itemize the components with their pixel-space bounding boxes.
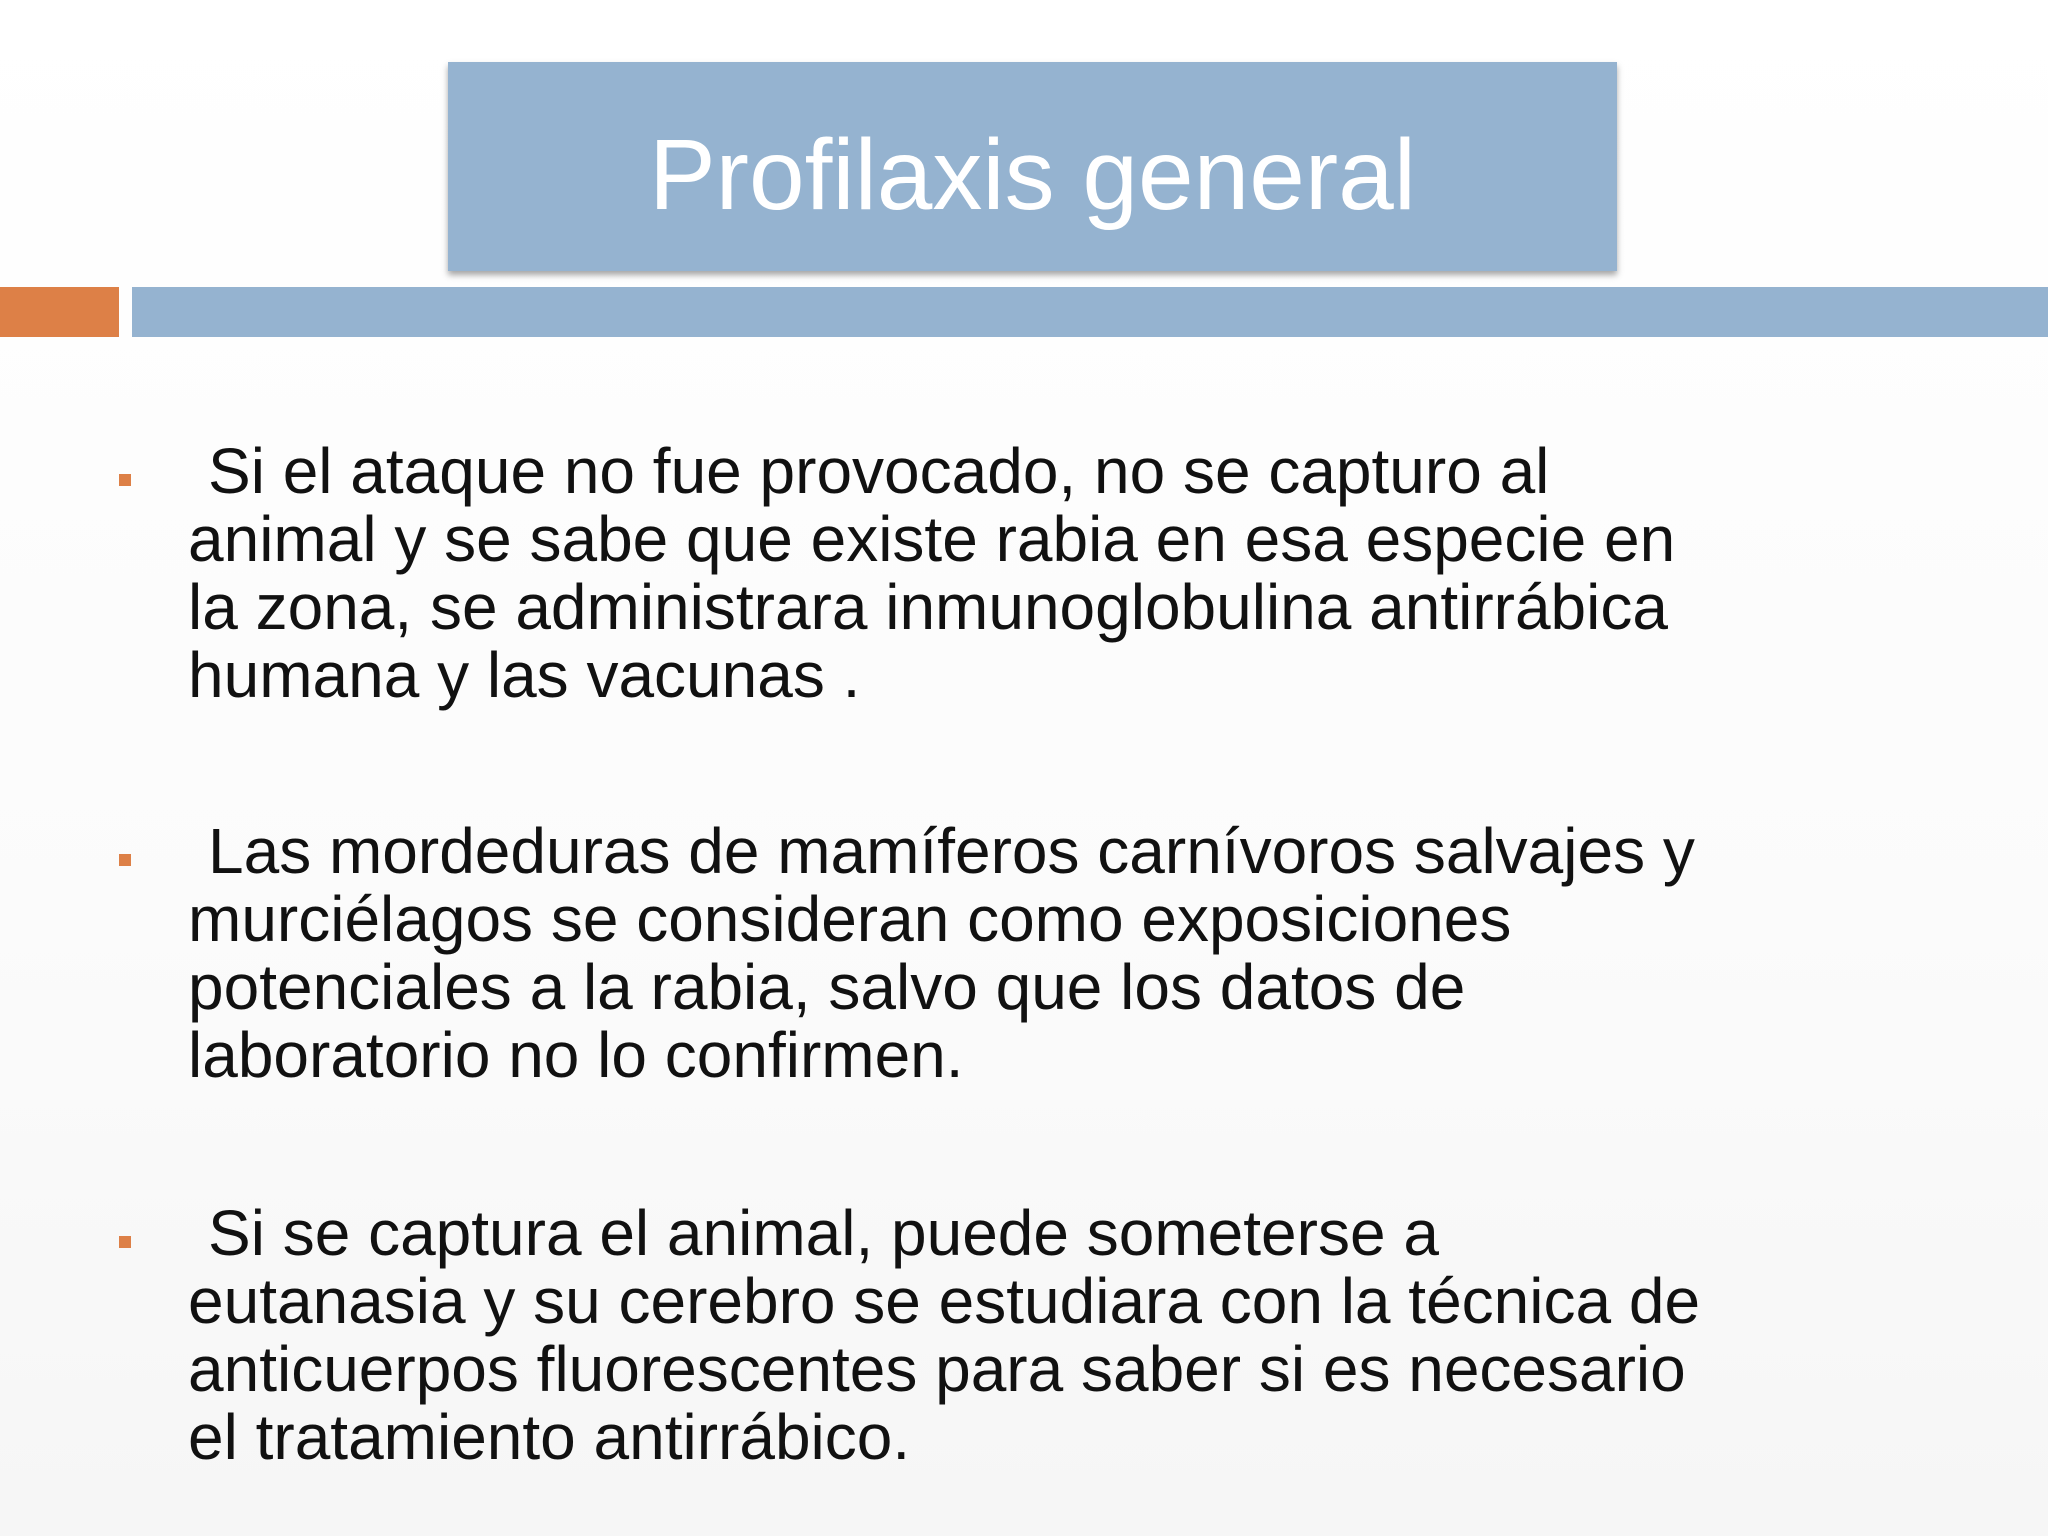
bullet-line: Si el ataque no fue provocado, no se capturo al [208, 435, 1550, 507]
bullet-line: murciélagos se consideran como exposiciones [188, 883, 1512, 955]
bullet-line: anticuerpos fluorescentes para saber si es necesario [188, 1333, 1686, 1405]
bullet-item [188, 1199, 1908, 1471]
bullet-line: la zona, se administrara inmunoglobulina antirrábica [188, 571, 1668, 643]
bullet-line: Si se captura el animal, puede someterse a [208, 1197, 1439, 1269]
bullet-marker-icon [119, 474, 131, 486]
slide-title: Profilaxis general [648, 118, 1417, 231]
bullet-line: Las mordeduras de mamíferos carnívoros salvajes y [208, 815, 1695, 887]
bullet-marker-icon [119, 1236, 131, 1248]
bullet-line: el tratamiento antirrábico. [188, 1401, 911, 1473]
bullet-line: laboratorio no lo confirmen. [188, 1019, 964, 1091]
bullet-line: animal y se sabe que existe rabia en esa especie en [188, 503, 1676, 575]
bullet-marker-icon [119, 854, 131, 866]
bullet-line: humana y las vacunas . [188, 639, 861, 711]
bullet-line: potenciales a la rabia, salvo que los datos de [188, 951, 1466, 1023]
bullet-item [188, 437, 1908, 709]
bullet-line: eutanasia y su cerebro se estudiara con la técnica de [188, 1265, 1701, 1337]
bullet-item [188, 817, 1908, 1089]
